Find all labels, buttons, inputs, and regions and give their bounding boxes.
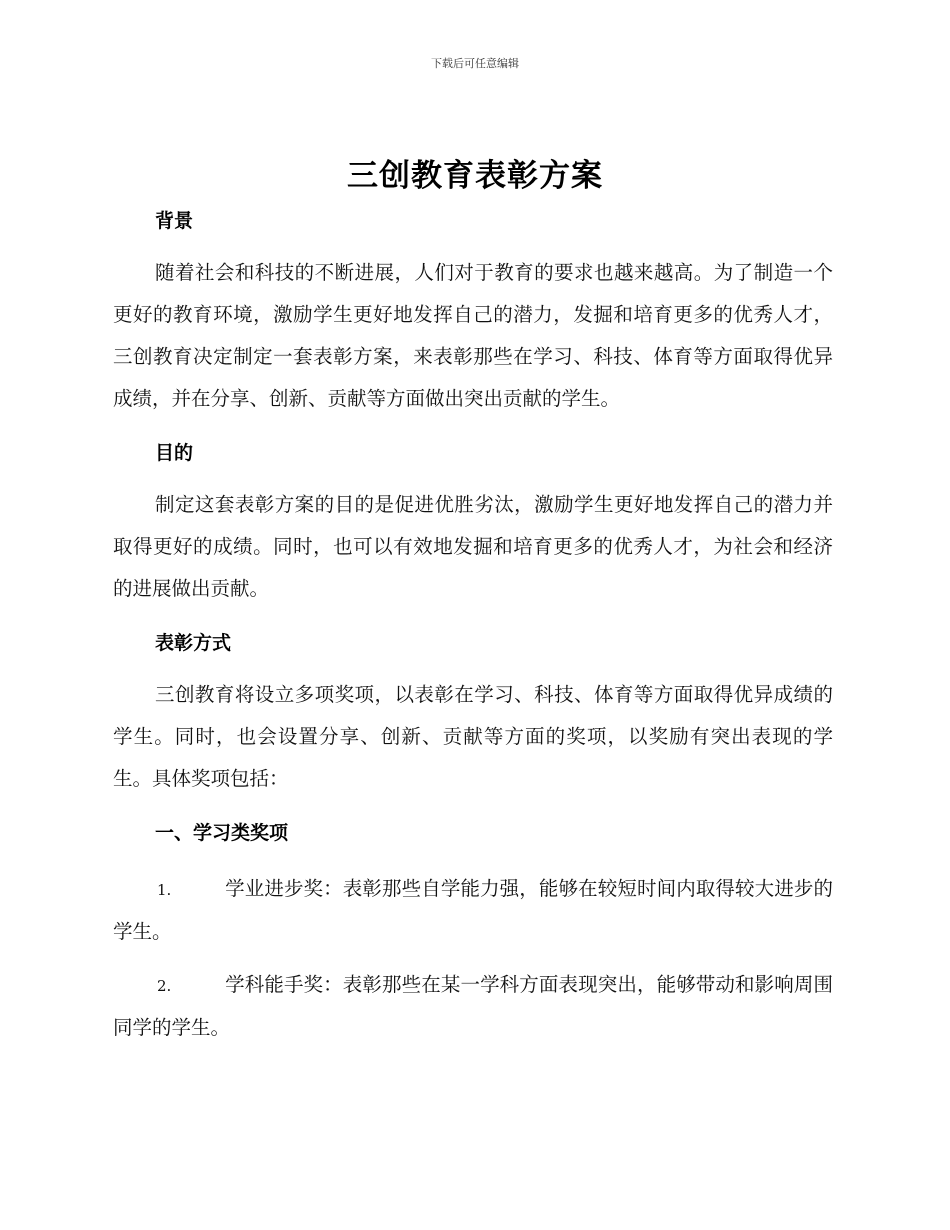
purpose-paragraph: 制定这套表彰方案的目的是促进优胜劣汰，激励学生更好地发挥自己的潜力并取得更好的成绩。同时，也可以有效地发掘和培育更多的优秀人才，为社会和经济的进展做出贡献。 bbox=[113, 493, 833, 600]
list-item bbox=[113, 964, 833, 1049]
section-heading-method: 表彰方式 bbox=[155, 632, 232, 654]
section-heading-purpose: 目的 bbox=[155, 442, 194, 464]
background-paragraph: 随着社会和科技的不断进展，人们对于教育的要求也越来越高。为了制造一个更好的教育环境，激励学生更好地发挥自己的潜力，发掘和培育更多的优秀人才，三创教育决定制定一套表彰方案，来表彰那些在学习、科技、体育等方面取得优异成绩，并在分享、创新、贡献等方面做出突出贡献的学生。 bbox=[113, 261, 833, 410]
section-heading-study-awards: 一、学习类奖项 bbox=[155, 822, 289, 844]
method-paragraph: 三创教育将设立多项奖项，以表彰在学习、科技、体育等方面取得优异成绩的学生。同时，也会设置分享、创新、贡献等方面的奖项，以奖励有突出表现的学生。具体奖项包括： bbox=[113, 683, 833, 790]
document-body bbox=[113, 200, 833, 1049]
list-item-text: 学科能手奖：表彰那些在某一学科方面表现突出，能够带动和影响周围同学的学生。 bbox=[113, 973, 833, 1039]
section-heading-background: 背景 bbox=[155, 210, 194, 232]
list-item-number: 1. bbox=[157, 881, 172, 899]
document-title: 三创教育表彰方案 bbox=[347, 158, 603, 194]
list-item bbox=[113, 868, 833, 953]
list-item-text: 学业进步奖：表彰那些自学能力强，能够在较短时间内取得较大进步的学生。 bbox=[113, 877, 833, 943]
page-header: 下载后可任意编辑 bbox=[431, 57, 519, 70]
list-item-number: 2. bbox=[157, 977, 172, 995]
